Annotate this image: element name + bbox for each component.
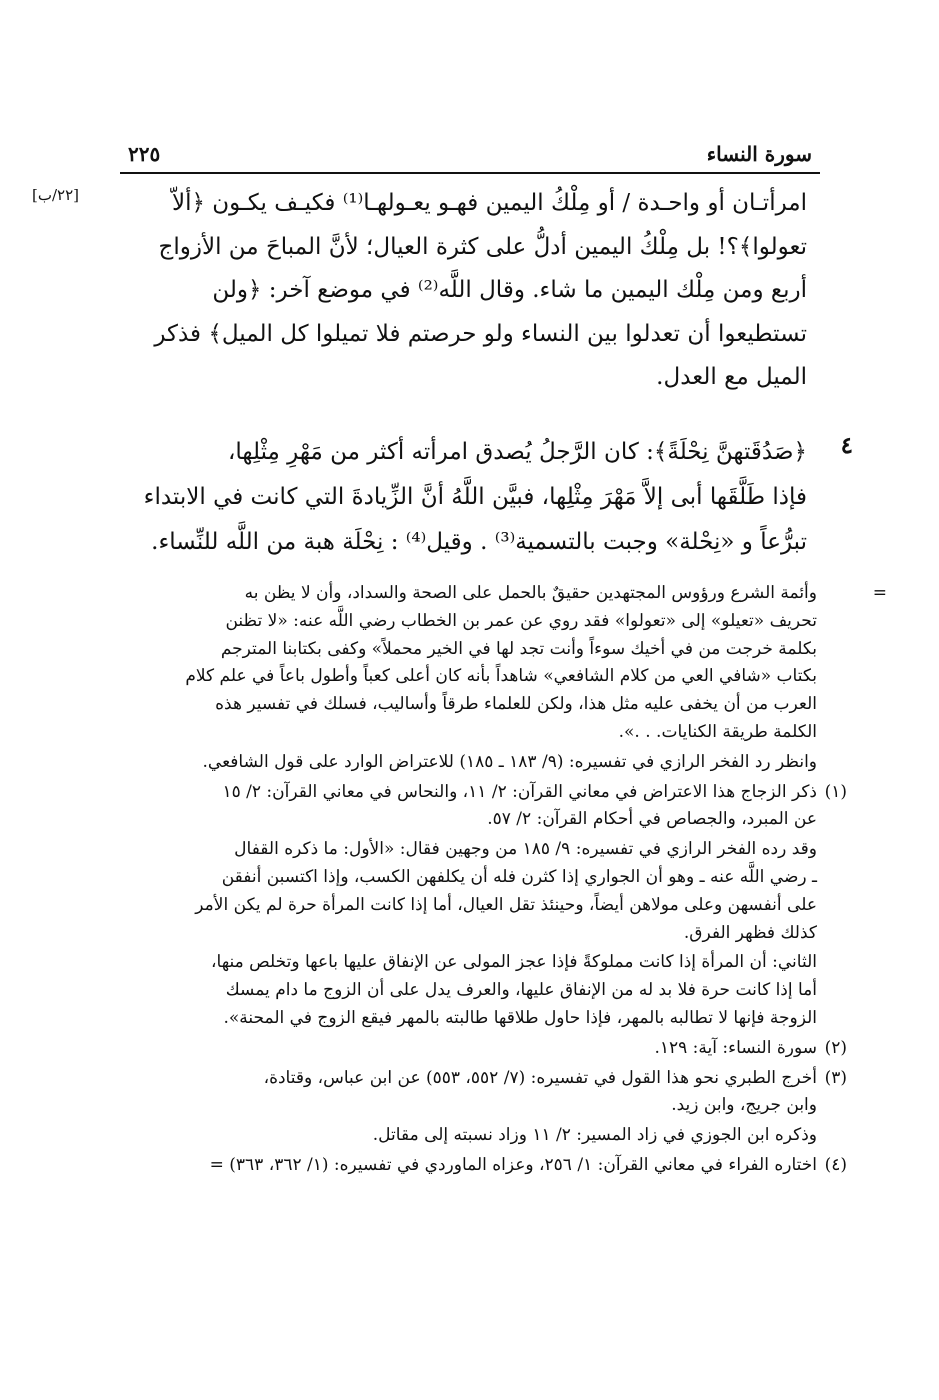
text-line: فإذا طَلَّقَها أبى إلاَّ مَهْرَ مِثْلِها، فبيَّن اللَّهُ أنَّ الزِّيادةَ التي كانت في الابتداء xyxy=(143,484,807,510)
text-line: الميل مع العدل. xyxy=(656,364,807,390)
footnote-line: بكتاب «شافي العي من كلام الشافعي» شاهداً بأنه كان أعلى كعباً وأطول باعاً في علم كلام xyxy=(185,666,817,687)
footnote-block xyxy=(107,949,847,1032)
text-line: ﴿صَدُقَتهنَّ نِحْلَةً﴾: كان الرَّجلُ يُصدق امرأته أكثر من مَهْرِ مِثْلِها، xyxy=(227,439,807,465)
footnote-line: وانظر رد الفخر الرازي في تفسيره: (٩/ ١٨٣ ـ ١٨٥) للاعتراض الوارد على قول الشافعي. xyxy=(202,751,817,772)
footnote-2 xyxy=(107,1035,847,1063)
footnote-line: العرب من أن يخفى عليه مثل هذا، ولكن للعلماء طرقاً وأساليب، فسلك في تفسير هذه xyxy=(215,694,817,715)
footnote-line: سورة النساء: آية: ١٢٩. xyxy=(654,1037,817,1058)
footnote-line: تحريف «تعيلو» إلى «تعولوا» فقد روي عن عمر بن الخطاب رضي اللَّه عنه: «لا تظنن xyxy=(225,610,817,631)
footnote-line: كذلك فظهر الفرق. xyxy=(683,922,817,943)
page-number: ٢٢٥ xyxy=(128,142,161,166)
footnote-line: وأئمة الشرع ورؤوس المجتهدين حقيقٌ بالحمل على الصحة والسداد، وأن لا يظن به xyxy=(244,583,817,603)
footnote-line: وذكره ابن الجوزي في زاد المسير: ٢/ ١١ وزاد نسبته إلى مقاتل. xyxy=(372,1125,817,1146)
footnote-line: ذكر الزجاج هذا الاعتراض في معاني القرآن: ٢/ ١١، والنحاس في معاني القرآن: ٢/ ١٥ xyxy=(222,781,817,802)
footnote-3 xyxy=(107,1065,847,1121)
footnote-block xyxy=(107,1122,847,1150)
footnote-marker: (١) xyxy=(824,781,847,802)
footnote-line: ـ رضي اللَّه عنه ـ وهو أن الجواري إذا كثرن فله أن يكلفهن الكسب، وإذا اكتسبن أنفقن xyxy=(221,866,817,887)
footnote-line: وقد رده الفخر الرازي في تفسيره: ٩/ ١٨٥ من وجهين فقال: «الأول: ما ذكره القفال xyxy=(234,839,817,860)
text-line: تبرُّعاً و «نِحْلة» وجبت بالتسمية⁽³⁾ . وقيل⁽⁴⁾ : نِحْلَة هبة من اللَّه للنِّساء. xyxy=(151,529,807,555)
footnote-line: أخرج الطبري نحو هذا القول في تفسيره: (٧/ ٥٥٢، ٥٥٣) عن ابن عباس، وقتادة، xyxy=(263,1067,817,1088)
verse-number: ٤ xyxy=(840,432,853,459)
footnote-marker: (٣) xyxy=(824,1067,847,1088)
manuscript-folio-note: [٢٢/ب] xyxy=(32,186,80,204)
footnote-line: وابن جريج، وابن زيد. xyxy=(671,1095,817,1116)
footnote-line: الثاني: أن المرأة إذا كانت مملوكةً فإذا عجز المولى عن الإنفاق عليها باعها وتخلص منها، xyxy=(211,952,817,973)
footnote-line: الزوجة فإنها لا تطالبه بالمهر، فإذا حاول طلاقها طالبته بالمهر فيقع الزوج في المحنة». xyxy=(223,1007,817,1028)
text-line: تستطيعوا أن تعدلوا بين النساء ولو حرصتم فلا تميلوا كل الميل﴾ فذكر xyxy=(154,320,807,347)
footnote-line: عن المبرد، والجصاص في أحكام القرآن: ٢/ ٥٧. xyxy=(487,809,817,830)
footnote-1 xyxy=(107,779,847,835)
footnotes-section xyxy=(107,580,887,1182)
footnote-line: الكلمة طريقة الكنايات. . .». xyxy=(618,721,817,742)
text-line: تعولوا﴾؟! بل مِلْكُ اليمين أدلُّ على كثرة العيال؛ لأنَّ المباحَ من الأزواج xyxy=(158,233,807,260)
footnote-line: بكلمة خرجت من في أخيك سوءاً وأنت تجد لها في الخير محملاً» وكفى بكتابنا المترجم xyxy=(220,638,817,659)
running-header xyxy=(120,138,820,174)
footnote-block xyxy=(107,580,847,747)
footnote-block xyxy=(107,749,847,777)
continuation-mark: = xyxy=(872,583,887,603)
main-paragraph xyxy=(117,182,807,400)
footnote-line: على أنفسهن وعلى مولاهن أيضاً، وحينئذ تقل العيال، أما إذا كانت المرأة حرة لم يكن الأمر xyxy=(195,894,817,915)
footnote-line: أما إذا كانت حرة فلا بد له من الإنفاق عليها، والعرف يدل على أن الزوج ما دام يمسك xyxy=(225,980,817,1001)
footnote-4 xyxy=(107,1152,847,1180)
footnote-marker: (٢) xyxy=(824,1037,847,1058)
surah-title: سورة النساء xyxy=(706,142,812,166)
footnote-line: اختاره الفراء في معاني القرآن: ١/ ٢٥٦، وعزاه الماوردي في تفسيره: (١/ ٣٦٢، ٣٦٣) = xyxy=(209,1154,817,1175)
text-line: أربع ومن مِلْك اليمين ما شاء. وقال اللَّه⁽²⁾ في موضع آخر: ﴿ولن xyxy=(212,277,807,303)
verse-commentary-paragraph xyxy=(117,430,807,565)
text-line: امرأتـان أو واحـدة / أو مِلْكُ اليمين فهـو يعـولهـا⁽¹⁾ فكيـف يكـون ﴿ألاّ xyxy=(172,190,807,216)
footnote-block xyxy=(107,836,847,947)
footnote-marker: (٤) xyxy=(824,1154,847,1175)
